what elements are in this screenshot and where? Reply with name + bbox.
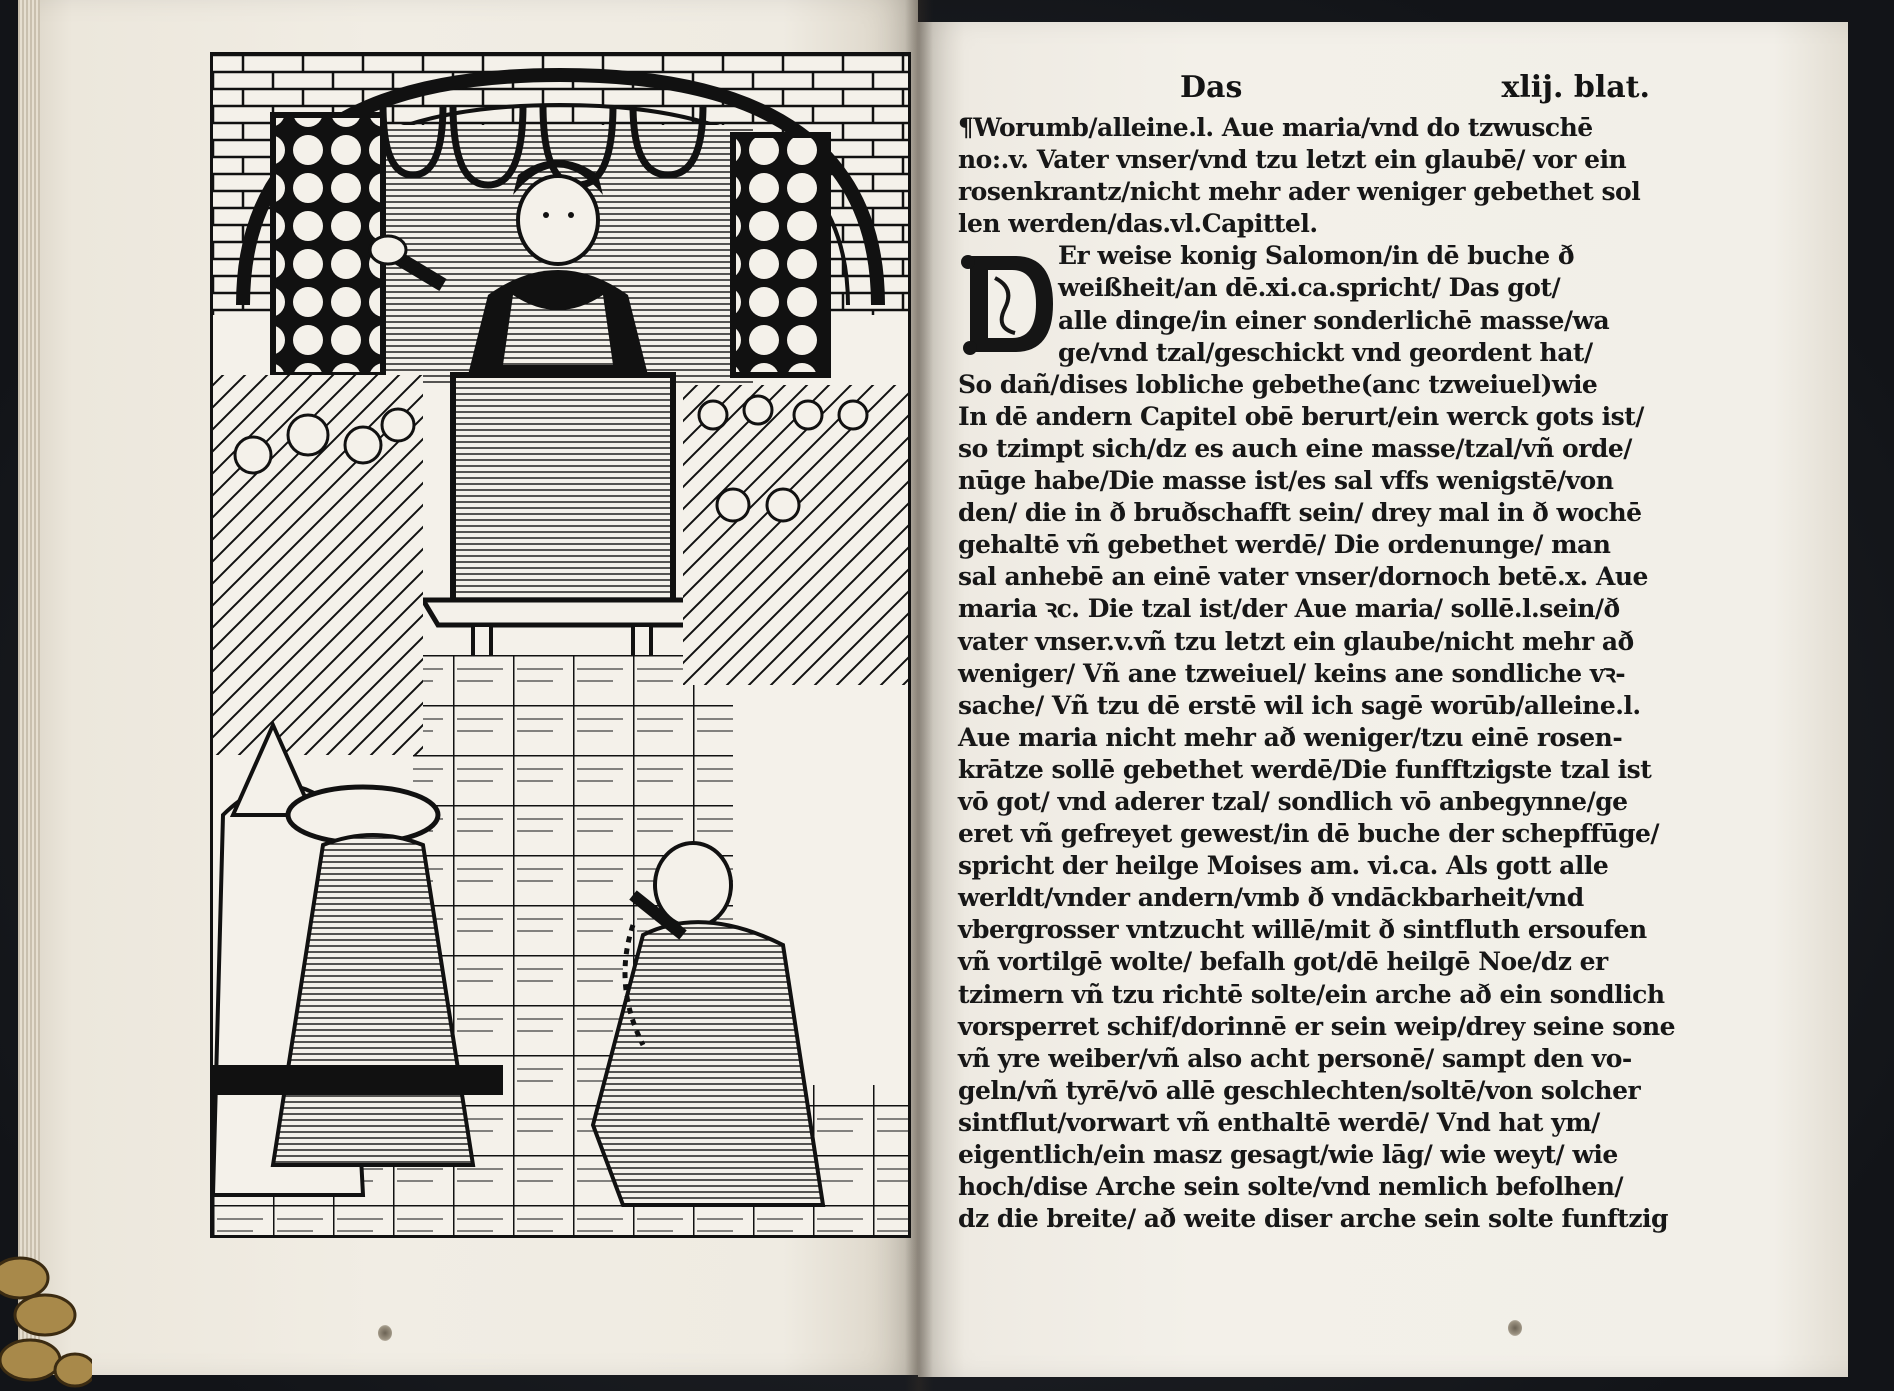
- running-title: Das: [1180, 70, 1243, 105]
- text-line: tzimern vñ tzu richtē solte/ein arche að ein sondlich: [958, 979, 1665, 1009]
- text-line: ge/vnd tzal/geschickt vnd geordent hat/: [1058, 337, 1593, 367]
- paper-hole: [1508, 1320, 1522, 1336]
- text-line: vbergrosser vntzucht willē/mit ð sintfluth ersoufen: [958, 915, 1647, 945]
- book-clasp-icon: [0, 1250, 92, 1390]
- text-line: eigentlich/ein masz gesagt/wie lāg/ wie weyt/ wie: [958, 1140, 1618, 1169]
- text-line: eret vñ gefreyet gewest/in dē buche der schepffūge/: [958, 819, 1660, 849]
- page-text: [958, 112, 1676, 1235]
- text-line: so tzimpt sich/dz es auch eine masse/tzal/vñ orde/: [958, 433, 1632, 463]
- text-line: vñ vortilgē wolte/ befalh got/dē heilgē Noe/dz er: [958, 947, 1608, 977]
- text-line: nūge habe/Die masse ist/es sal vffs wenigstē/von: [958, 466, 1614, 496]
- text-line: weniger/ Vñ ane tzweiuel/ keins ane sondliche vꝛ-: [958, 658, 1626, 688]
- page-header: [1180, 70, 1650, 118]
- text-line: vō got/ vnd aderer tzal/ sondlich vō anbegynne/ge: [958, 786, 1628, 816]
- text-line: sintflut/vorwart vñ enthaltē werdē/ Vnd hat ym/: [958, 1107, 1600, 1137]
- text-line: dz die breite/ að weite diser arche sein solte funftzig: [958, 1204, 1669, 1234]
- text-line: len werden/das.vl.Capittel.: [958, 209, 1318, 239]
- text-line: sal anhebē an einē vater vnser/dornoch betē.x. Aue: [958, 562, 1648, 592]
- woodcut-illustration: [210, 52, 911, 1238]
- text-line: vñ yre weiber/vñ also acht personē/ sampt den vo-: [958, 1043, 1632, 1073]
- paper-hole: [378, 1325, 392, 1341]
- text-line: Er weise konig Salomon/in dē buche ð: [1058, 241, 1575, 271]
- folio-number: xlij. blat.: [1501, 70, 1650, 105]
- text-line: ¶Worumb/alleine.l. Aue maria/vnd do tzwuschē: [958, 113, 1593, 142]
- text-line: gehaltē vñ gebethet werdē/ Die ordenunge/ man: [958, 530, 1611, 560]
- text-line: geln/vñ tyrē/vō allē geschlechten/soltē/von solcher: [958, 1075, 1641, 1105]
- text-line: den/ die in ð bruðschafft sein/ drey mal in ð wochē: [958, 498, 1642, 528]
- text-line: weißheit/an dē.xi.ca.spricht/ Das got/: [1058, 273, 1561, 303]
- text-line: In dē andern Capitel obē berurt/ein werck gots ist/: [958, 401, 1644, 431]
- text-line: vorsperret schif/dorinnē er sein weip/drey seine sone: [958, 1011, 1676, 1041]
- text-line: krātze sollē gebethet werdē/Die funfftzigste tzal ist: [958, 754, 1652, 784]
- text-line: sache/ Vñ tzu dē erstē wil ich sagē worūb/alleine.l.: [958, 690, 1641, 720]
- text-line: maria ꝛc. Die tzal ist/der Aue maria/ sollē.l.sein/ð: [958, 594, 1620, 624]
- text-line: vater vnser.v.vñ tzu letzt ein glaube/nicht mehr að: [958, 626, 1634, 656]
- text-line: So dañ/dises lobliche gebethe(anc tzweiuel)wie: [958, 369, 1598, 399]
- text-line: alle dinge/in einer sonderlichē masse/wa: [1058, 305, 1610, 335]
- text-line: spricht der heilge Moises am. vi.ca. Als gott alle: [958, 851, 1609, 881]
- text-line: werldt/vnder andern/vmb ð vndāckbarheit/vnd: [958, 883, 1584, 913]
- text-line: hoch/dise Arche sein solte/vnd nemlich befolhen/: [958, 1172, 1624, 1202]
- text-line: Aue maria nicht mehr að weniger/tzu einē rosen-: [958, 722, 1623, 752]
- text-line: rosenkrantz/nicht mehr ader weniger gebethet sol: [958, 177, 1641, 207]
- page-edges: [18, 0, 40, 1375]
- text-line: no:.v. Vater vnser/vnd tzu letzt ein glaubē/ vor ein: [958, 145, 1627, 175]
